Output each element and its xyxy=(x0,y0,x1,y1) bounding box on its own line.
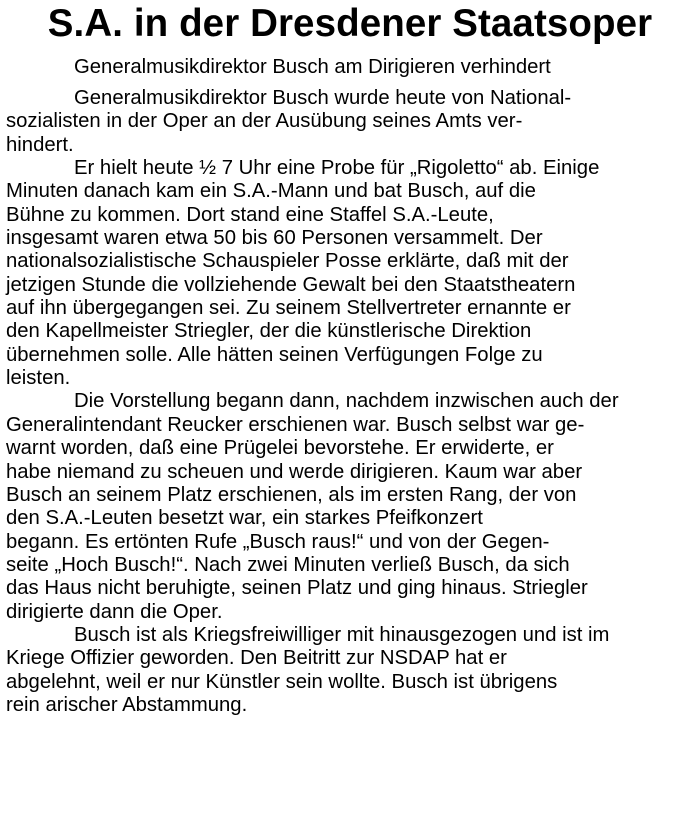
text-line: leisten. xyxy=(6,367,71,390)
text-line: Generalmusikdirektor Busch wurde heute von National- xyxy=(74,87,572,109)
text-line: begann. Es ertönten Rufe „Busch raus!“ und von der Gegen- xyxy=(6,530,550,553)
text-line: Kriege Offizier geworden. Den Beitritt zur NSDAP hat er xyxy=(6,647,507,670)
text-line: insgesamt waren etwa 50 bis 60 Personen versammelt. Der xyxy=(6,227,543,250)
article-title: S.A. in der Dresdener Staatsoper xyxy=(47,2,653,45)
text-line: jetzigen Stunde die vollziehende Gewalt bei den Staatstheatern xyxy=(6,273,576,296)
text-line: auf ihn übergegangen sei. Zu seinem Stellvertreter ernannte er xyxy=(6,297,571,320)
text-line: Generalintendant Reucker erschienen war. Busch selbst war ge- xyxy=(6,413,585,436)
text-line: Minuten danach kam ein S.A.-Mann und bat Busch, auf die xyxy=(6,180,536,203)
text-line: hindert. xyxy=(6,133,74,156)
paragraph xyxy=(6,157,694,390)
text-line: dirigierte dann die Oper. xyxy=(6,600,223,623)
paragraph xyxy=(6,390,694,623)
article-subtitle: Generalmusikdirektor Busch am Dirigieren verhindert xyxy=(74,56,551,78)
text-line: den S.A.-Leuten besetzt war, ein starkes Pfeifkonzert xyxy=(6,507,483,530)
text-line: sozialisten in der Oper an der Ausübung seines Amts ver- xyxy=(6,110,523,133)
paragraph xyxy=(6,624,694,717)
text-line: abgelehnt, weil er nur Künstler sein wollte. Busch ist übrigens xyxy=(6,670,558,693)
paragraph xyxy=(6,87,694,157)
text-line: den Kapellmeister Striegler, der die künstlerische Direktion xyxy=(6,320,532,343)
text-line: rein arischer Abstammung. xyxy=(6,693,248,716)
text-line: Die Vorstellung begann dann, nachdem inzwischen auch der xyxy=(74,390,619,413)
text-line: warnt worden, daß eine Prügelei bevorstehe. Er erwiderte, er xyxy=(6,437,554,460)
text-line: habe niemand zu scheuen und werde dirigieren. Kaum war aber xyxy=(6,460,583,483)
article-body xyxy=(6,87,694,717)
text-line: übernehmen solle. Alle hätten seinen Verfügungen Folge zu xyxy=(6,343,543,366)
text-line: seite „Hoch Busch!“. Nach zwei Minuten verließ Busch, da sich xyxy=(6,553,570,576)
text-line: Busch an seinem Platz erschienen, als im ersten Rang, der von xyxy=(6,483,577,506)
text-line: das Haus nicht beruhigte, seinen Platz und ging hinaus. Striegler xyxy=(6,577,588,600)
text-line: Er hielt heute ½ 7 Uhr eine Probe für „Rigoletto“ ab. Einige xyxy=(74,157,600,180)
text-line: Bühne zu kommen. Dort stand eine Staffel S.A.-Leute, xyxy=(6,203,494,226)
text-line: Busch ist als Kriegsfreiwilliger mit hinausgezogen und ist im xyxy=(74,623,610,646)
text-line: nationalsozialistische Schauspieler Posse erklärte, daß mit der xyxy=(6,250,569,273)
